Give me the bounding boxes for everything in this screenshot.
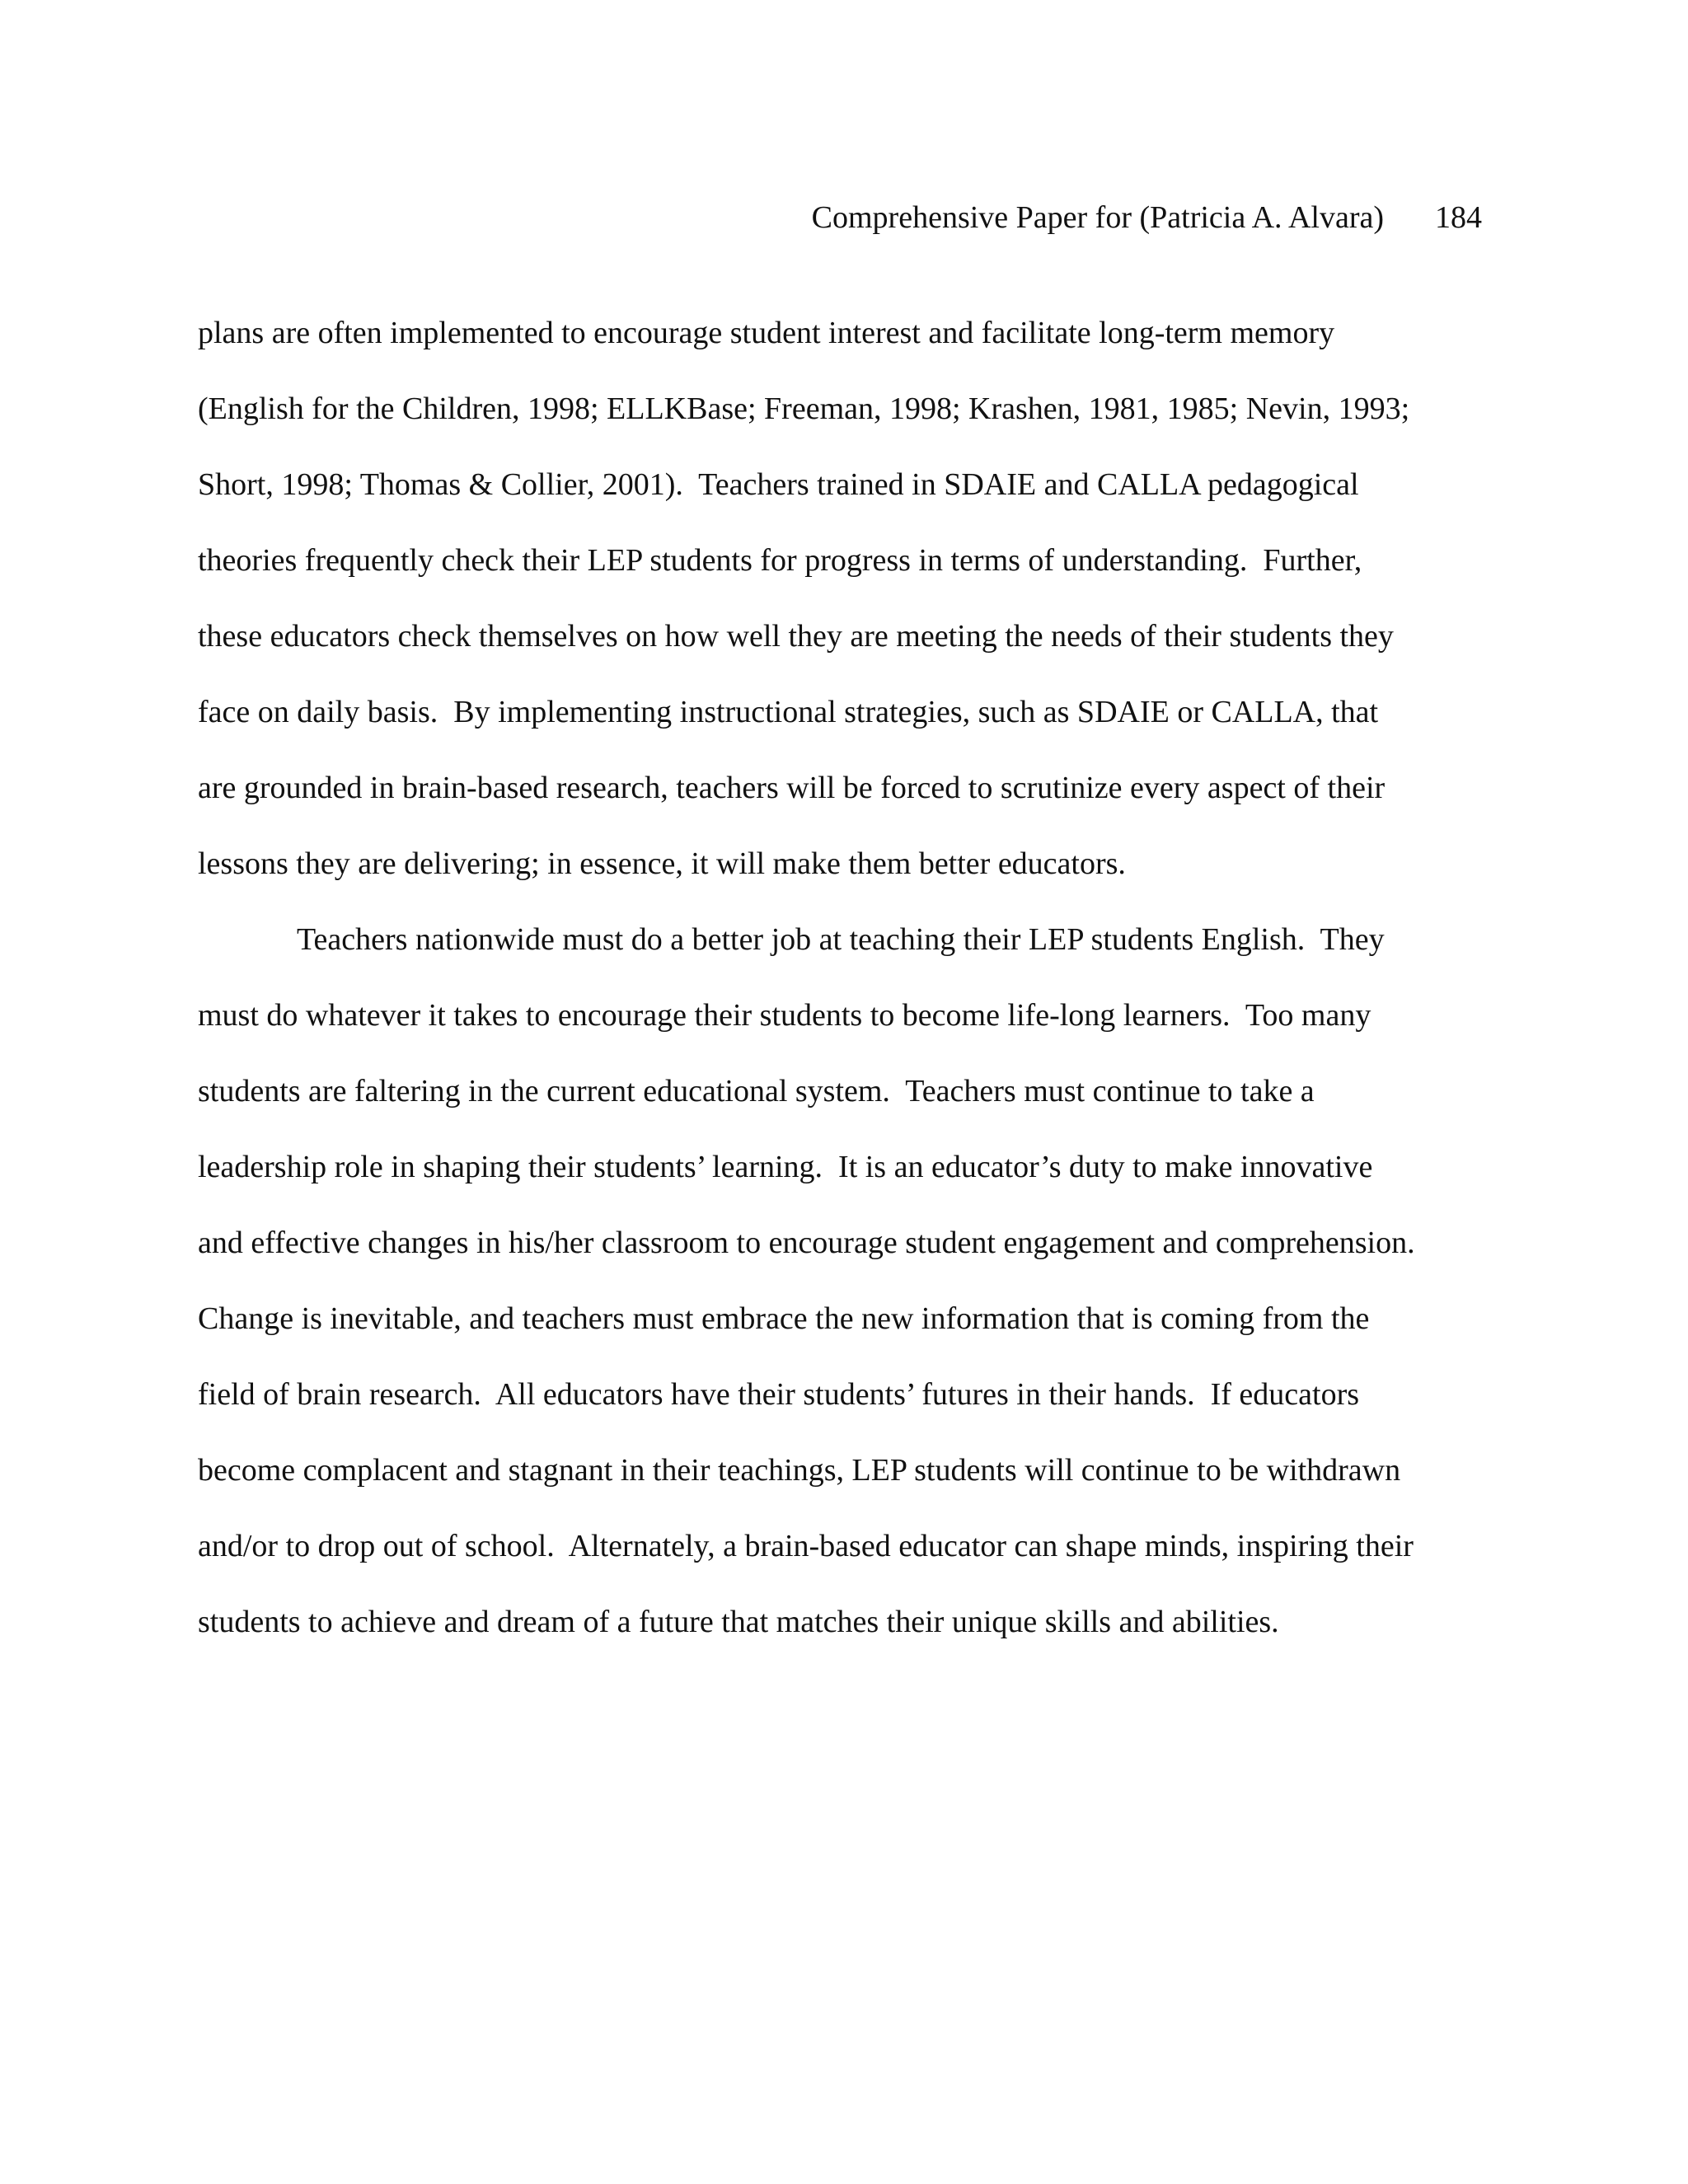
text-line: Short, 1998; Thomas & Collier, 2001). Teachers trained in SDAIE and CALLA pedagogical bbox=[198, 467, 1359, 502]
text-line: leadership role in shaping their students’ learning. It is an educator’s duty to make innovative bbox=[198, 1150, 1373, 1184]
running-head bbox=[812, 198, 1482, 237]
text-line: face on daily basis. By implementing instructional strategies, such as SDAIE or CALLA, that bbox=[198, 695, 1379, 729]
running-title: Comprehensive Paper for (Patricia A. Alvara) bbox=[811, 200, 1384, 235]
text-line: Change is inevitable, and teachers must embrace the new information that is coming from the bbox=[198, 1301, 1370, 1336]
text-line: plans are often implemented to encourage student interest and facilitate long-term memory bbox=[198, 316, 1335, 350]
text-line: these educators check themselves on how well they are meeting the needs of their students they bbox=[198, 619, 1394, 654]
text-line: students are faltering in the current educational system. Teachers must continue to take a bbox=[198, 1074, 1315, 1108]
text-line: and/or to drop out of school. Alternately, a brain-based educator can shape minds, inspiring their bbox=[198, 1529, 1414, 1563]
text-line: theories frequently check their LEP students for progress in terms of understanding. Further, bbox=[198, 543, 1362, 578]
text-line: lessons they are delivering; in essence, it will make them better educators. bbox=[198, 846, 1126, 881]
text-line: become complacent and stagnant in their teachings, LEP students will continue to be withdrawn bbox=[198, 1453, 1401, 1488]
text-line: are grounded in brain-based research, teachers will be forced to scrutinize every aspect of their bbox=[198, 771, 1386, 805]
text-line: students to achieve and dream of a future that matches their unique skills and abilities. bbox=[198, 1605, 1279, 1639]
paragraph-first-line: Teachers nationwide must do a better job at teaching their LEP students English. They bbox=[297, 922, 1385, 957]
page-number: 184 bbox=[1435, 200, 1482, 235]
text-line: (English for the Children, 1998; ELLKBase; Freeman, 1998; Krashen, 1981, 1985; Nevin, 1993; bbox=[198, 391, 1410, 426]
text-line: field of brain research. All educators have their students’ futures in their hands. If educators bbox=[198, 1377, 1360, 1412]
text-line: must do whatever it takes to encourage their students to become life-long learners. Too many bbox=[198, 998, 1372, 1033]
text-line: and effective changes in his/her classroom to encourage student engagement and comprehension. bbox=[198, 1226, 1415, 1260]
body-text bbox=[198, 295, 1490, 1660]
